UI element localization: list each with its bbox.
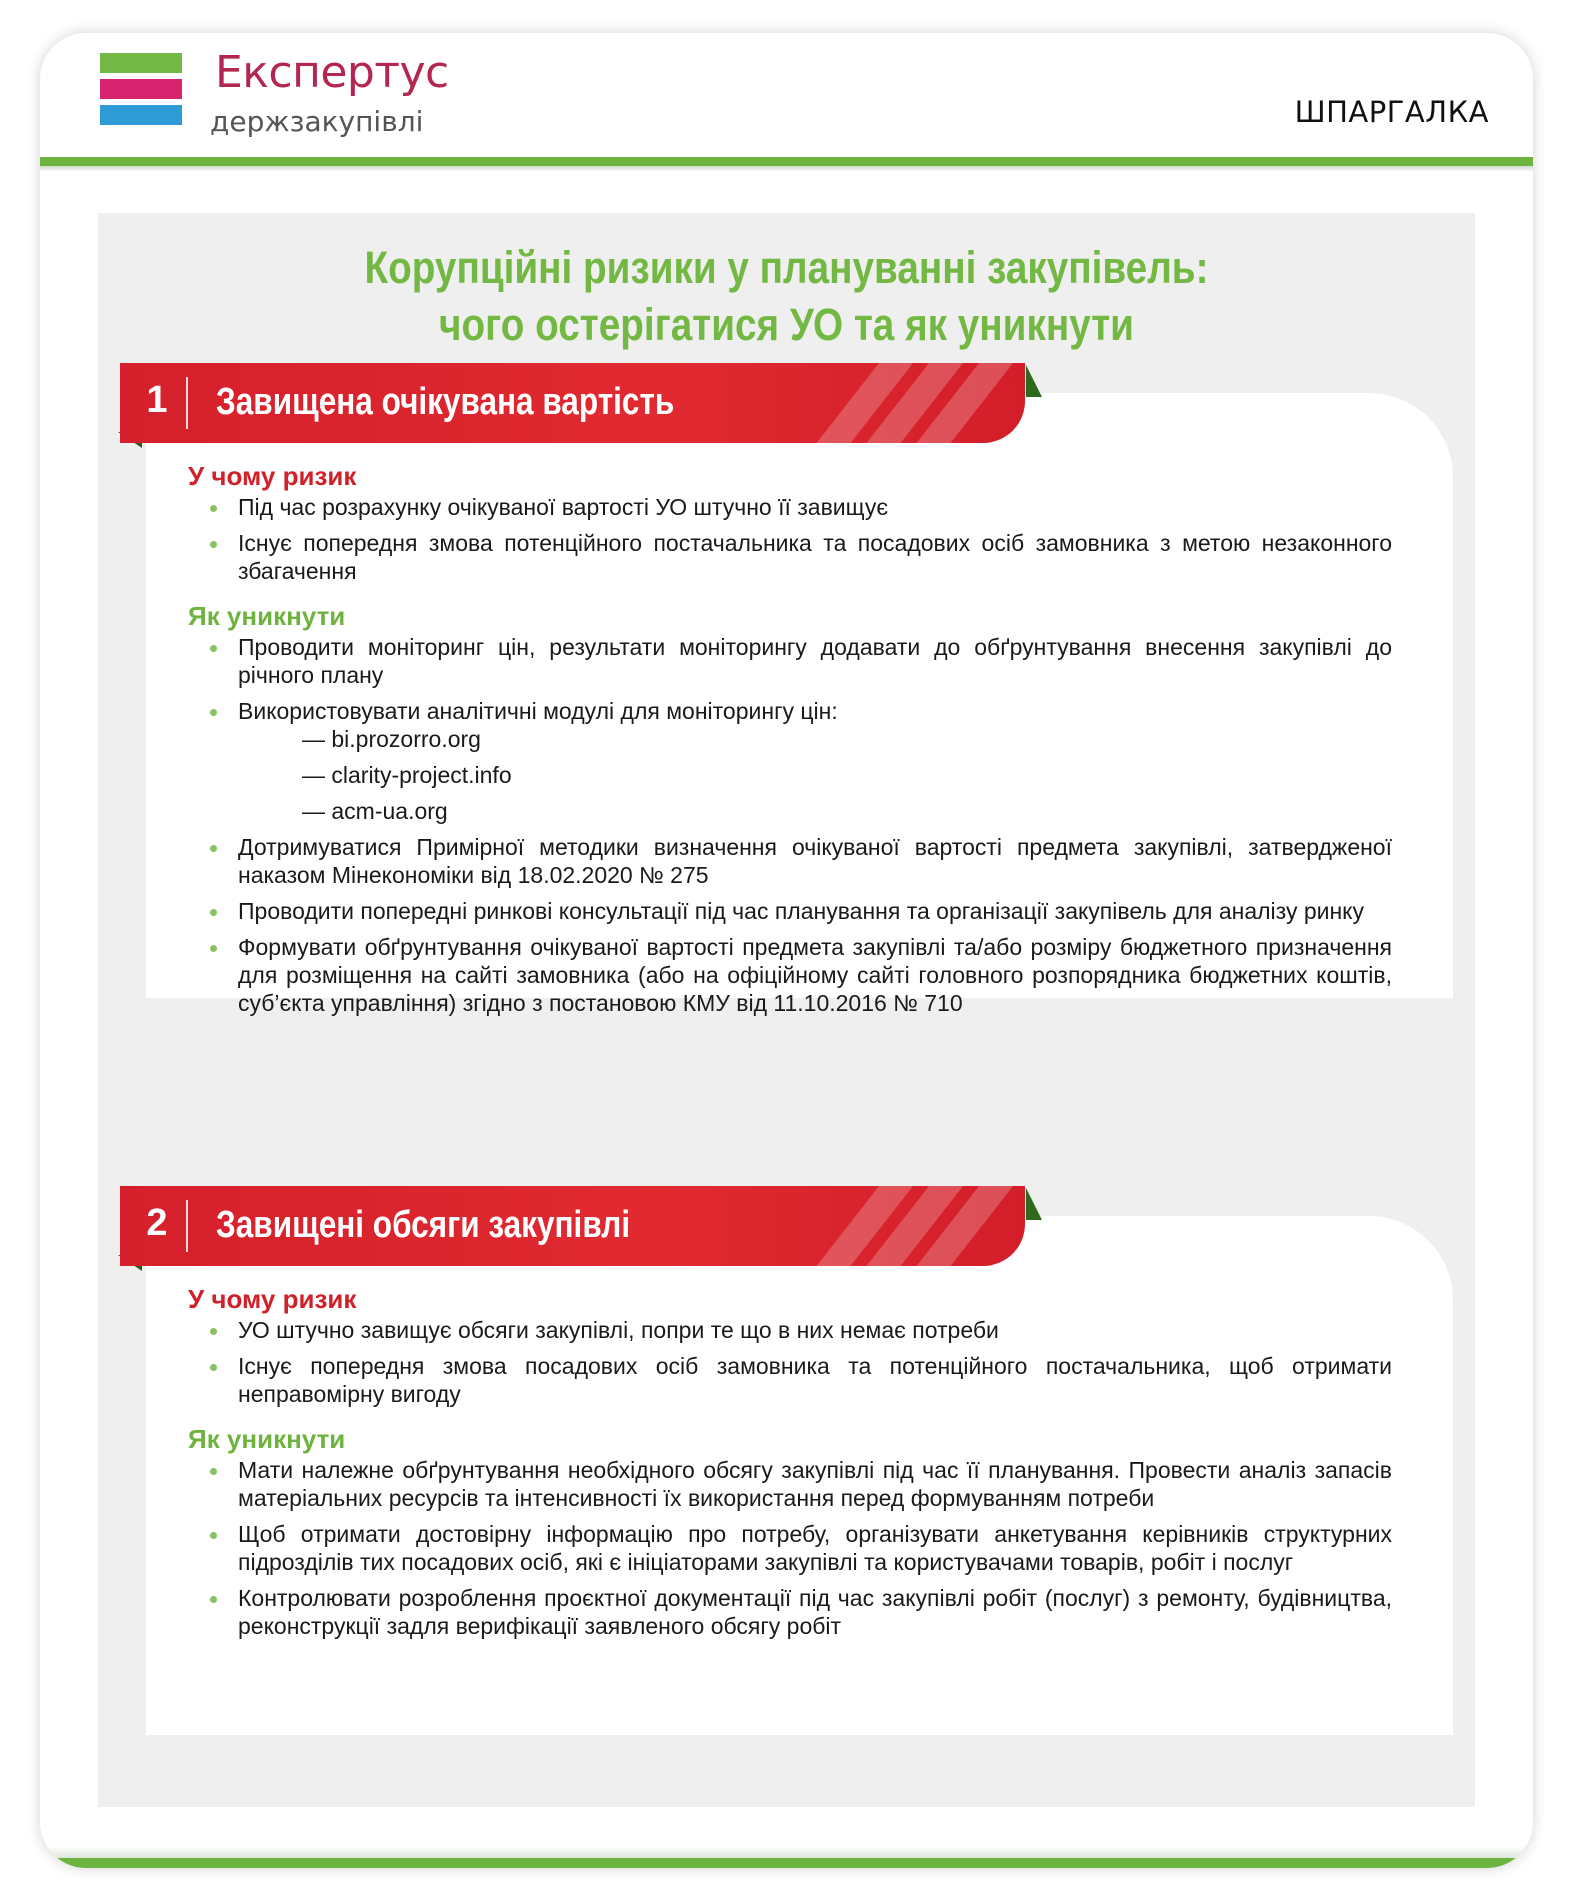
list-item: Під час розрахунку очікуваної вартості УО штучно її завищує xyxy=(206,493,1392,521)
section-1-avoid-list xyxy=(206,633,1392,1025)
list-item xyxy=(206,697,1392,825)
analytics-module-link: — acm-ua.org xyxy=(302,798,448,824)
list-item: Контролювати розроблення проєктної документації під час закупівлі робіт (послуг) з ремонту, будівництва, реконструкції задля верифікації заявленого обсягу робіт xyxy=(206,1584,1392,1640)
analytics-modules-list xyxy=(238,725,1392,825)
analytics-module-link: — bi.prozorro.org xyxy=(302,726,481,752)
brand-name: Експертус xyxy=(215,47,449,98)
footer-divider xyxy=(40,1858,1533,1868)
section-1-banner xyxy=(120,363,1025,443)
header xyxy=(40,33,1533,161)
banner-fold-right xyxy=(1026,365,1042,397)
list-item: Існує попередня змова посадових осіб замовника та потенційного постачальника, щоб отримати неправомірну вигоду xyxy=(206,1352,1392,1408)
list-item: Формувати обґрунтування очікуваної вартості предмета закупівлі та/або розміру бюджетного призначення для розміщення на сайті замовника (або на офіційному сайті головного розпорядника бюджетних коштів, суб’єкта управління) згідно з постановою КМУ від 11.10.2016 № 710 xyxy=(206,933,1392,1017)
content-area xyxy=(98,213,1475,1807)
section-2-avoid-list xyxy=(206,1456,1392,1648)
list-item: УО штучно завищує обсяги закупівлі, попри те що в них немає потреби xyxy=(206,1316,1392,1344)
cheatsheet-card xyxy=(40,33,1533,1868)
page-title-line-2: чого остерігатися УО та як уникнути xyxy=(439,299,1134,350)
section-2-number: 2 xyxy=(146,1202,168,1244)
banner-fold-right xyxy=(1026,1188,1042,1220)
section-2-avoid-heading: Як уникнути xyxy=(188,1424,346,1454)
brand-logo-icon xyxy=(100,53,182,131)
page-title xyxy=(194,239,1378,353)
section-2-box xyxy=(146,1216,1453,1735)
section-1-box xyxy=(146,393,1453,1016)
header-divider xyxy=(40,157,1533,166)
section-2-risk-heading: У чому ризик xyxy=(188,1284,357,1314)
section-1-avoid-heading: Як уникнути xyxy=(188,601,346,631)
section-1-risk-heading: У чому ризик xyxy=(188,461,357,491)
page-title-line-1: Корупційні ризики у плануванні закупівель: xyxy=(364,242,1209,293)
banner-separator xyxy=(186,1200,188,1252)
section-1-title: Завищена очікувана вартість xyxy=(216,381,675,423)
footer-shade xyxy=(40,1846,1533,1858)
brand-subtitle: держзакупівлі xyxy=(210,105,424,138)
list-item: Існує попередня змова потенційного постачальника та посадових осіб замовника з метою незаконного збагачення xyxy=(206,529,1392,585)
analytics-module-link: — clarity-project.info xyxy=(302,762,512,788)
section-2-banner xyxy=(120,1186,1025,1266)
list-item: Проводити моніторинг цін, результати моніторингу додавати до обґрунтування внесення закупівлі до річного плану xyxy=(206,633,1392,689)
header-divider-shade xyxy=(40,166,1533,172)
list-item: Мати належне обґрунтування необхідного обсягу закупівлі під час її планування. Провести аналіз запасів матеріальних ресурсів та інтенсивності їх використання перед формуванням потреби xyxy=(206,1456,1392,1512)
document-type-label: ШПАРГАЛКА xyxy=(1294,95,1489,129)
list-item: Проводити попередні ринкові консультації під час планування та організації закупівель для аналізу ринку xyxy=(206,897,1392,925)
section-2-title: Завищені обсяги закупівлі xyxy=(216,1204,631,1246)
section-1-risk-list xyxy=(206,493,1392,593)
section-2-risk-list xyxy=(206,1316,1392,1416)
banner-separator xyxy=(186,377,188,429)
list-item: Щоб отримати достовірну інформацію про потребу, організувати анкетування керівників структурних підрозділів тих посадових осіб, які є ініціаторами закупівлі та користувачами товарів, робіт і послуг xyxy=(206,1520,1392,1576)
section-1-number: 1 xyxy=(146,379,168,421)
list-item-text: Використовувати аналітичні модулі для моніторингу цін: xyxy=(238,698,838,724)
list-item: Дотримуватися Примірної методики визначення очікуваної вартості предмета закупівлі, затвердженої наказом Мінекономіки від 18.02.2020 № 275 xyxy=(206,833,1392,889)
